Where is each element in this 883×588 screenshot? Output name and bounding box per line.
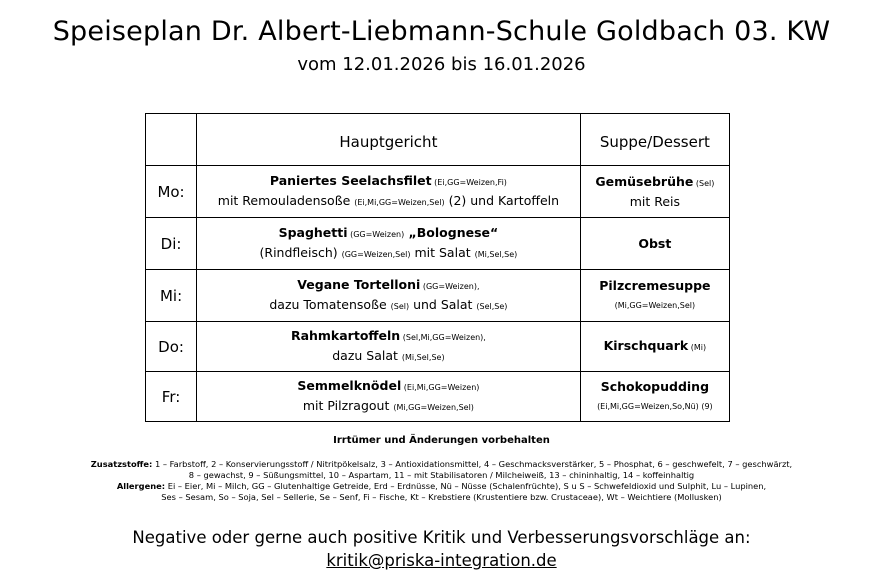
dish-text: mit Reis — [629, 193, 681, 209]
feedback-text: Negative oder gerne auch positive Kritik und Verbesserungsvorschläge an: — [132, 528, 751, 547]
menu-table — [145, 113, 730, 422]
dish-line — [197, 347, 580, 367]
dish-line — [197, 327, 580, 347]
allergen-codes: (Sel) — [390, 301, 410, 311]
allergens-line — [0, 481, 883, 492]
soup-dessert-cell — [580, 372, 729, 422]
allergen-codes: (Ei,Mi,GG=Weizen,So,Nü) (9) — [597, 401, 713, 411]
allergen-codes: (Mi) — [688, 342, 707, 352]
dish-name: Spaghetti — [278, 224, 348, 240]
table-row — [146, 166, 730, 218]
dish-name: Semmelknödel — [297, 377, 402, 393]
dish-name: Paniertes Seelachsfilet — [269, 172, 432, 188]
soup-dessert-cell — [580, 166, 729, 218]
dish-line — [581, 396, 729, 416]
allergen-codes: (Ei,Mi,GG=Weizen,Sel) — [354, 197, 445, 207]
allergen-codes: (Ei,Mi,GG=Weizen) — [401, 382, 480, 392]
allergen-codes: (GG=Weizen), — [420, 281, 480, 291]
dish-line — [197, 192, 580, 212]
dish-text: und Salat — [409, 296, 477, 312]
dish-line — [197, 244, 580, 264]
main-dish-cell — [197, 166, 581, 218]
dish-line — [197, 276, 580, 296]
allergen-codes: (Sel,Se) — [476, 301, 508, 311]
dish-name: Gemüsebrühe — [595, 173, 694, 189]
table-row — [146, 270, 730, 322]
additives-line-2: 8 – gewachst, 9 – Süßungsmittel, 10 – Aspartam, 11 – mit Stabilisatoren / Milcheiweiß, 13 – chininhaltig, 14 – koffeinhaltig — [188, 470, 695, 480]
allergen-codes: (GG=Weizen) — [347, 229, 405, 239]
soup-dessert-cell — [580, 322, 729, 372]
soup-dessert-cell — [580, 218, 729, 270]
soup-dessert-cell — [580, 270, 729, 322]
date-range: vom 12.01.2026 bis 16.01.2026 — [297, 54, 586, 75]
allergen-codes: (Mi,GG=Weizen,Sel) — [393, 402, 474, 412]
dish-line — [581, 378, 729, 396]
dish-line — [581, 277, 729, 295]
dish-name: Pilzcremesuppe — [599, 277, 711, 293]
main-dish-cell — [197, 218, 581, 270]
dish-name: Schokopudding — [600, 378, 710, 394]
dish-line — [197, 397, 580, 417]
allergens-text: Ei – Eier, Mi – Milch, GG – Glutenhaltige Getreide, Erd – Erdnüsse, Nü – Nüsse (Schalenfrüchte), S u S – Schwefeldioxid und Sulphit, Lu – Lupinen, — [165, 481, 767, 491]
day-label: Di: — [146, 218, 197, 270]
allergen-codes: (Mi,Sel,Se) — [474, 249, 518, 259]
main-dish-cell — [197, 322, 581, 372]
allergen-codes: (Ei,GG=Weizen,Fi) — [431, 177, 507, 187]
dish-text: dazu Tomatensoße — [269, 296, 391, 312]
dish-text: mit Pilzragout — [302, 397, 394, 413]
table-row — [146, 372, 730, 422]
dish-name: Obst — [638, 235, 672, 251]
header-day-cell — [146, 114, 197, 166]
header-soup-dessert: Suppe/Dessert — [580, 114, 729, 166]
day-label: Mo: — [146, 166, 197, 218]
dish-text: mit Salat — [410, 244, 475, 260]
allergen-codes: (Sel,Mi,GG=Weizen), — [400, 332, 486, 342]
main-dish-cell — [197, 270, 581, 322]
allergens-label: Allergene: — [116, 481, 166, 491]
header-main-course: Hauptgericht — [197, 114, 581, 166]
dish-text: mit Remouladensoße — [217, 192, 355, 208]
dish-line — [581, 295, 729, 315]
allergen-codes: (Mi,GG=Weizen,Sel) — [614, 300, 696, 310]
additives-text: 1 – Farbstoff, 2 – Konservierungsstoff / Nitritpökelsalz, 3 – Antioxidationsmittel, 4 – Geschmacksverstärker, 5 – Phosphat, 6 – geschwefelt, 7 – geschwärzt, — [152, 459, 793, 469]
dish-line — [581, 337, 729, 357]
dish-text: (2) und Kartoffeln — [444, 192, 560, 208]
feedback-email-link[interactable]: kritik@priska-integration.de — [326, 551, 557, 570]
additives-label: Zusatzstoffe: — [90, 459, 153, 469]
disclaimer: Irrtümer und Änderungen vorbehalten — [333, 435, 550, 446]
dish-line — [197, 172, 580, 192]
dish-line — [197, 296, 580, 316]
allergen-codes: (GG=Weizen,Sel) — [341, 249, 411, 259]
allergens-line-2: Ses – Sesam, So – Soja, Sel – Sellerie, Se – Senf, Fi – Fische, Kt – Krebstiere (Krustentiere bzw. Crustaceae), Wt – Weichtiere (Mollusken) — [161, 492, 722, 502]
allergen-codes: (Sel) — [693, 178, 715, 188]
dish-line — [581, 235, 729, 253]
dish-name: Vegane Tortelloni — [297, 276, 421, 292]
day-label: Fr: — [146, 372, 197, 422]
allergen-codes: (Mi,Sel,Se) — [401, 352, 445, 362]
dish-text: (Rindfleisch) — [259, 244, 342, 260]
dish-name: Kirschquark — [603, 337, 689, 353]
table-row — [146, 322, 730, 372]
page-title: Speiseplan Dr. Albert-Liebmann-Schule Goldbach 03. KW — [52, 16, 831, 47]
dish-line — [581, 193, 729, 211]
day-label: Do: — [146, 322, 197, 372]
additives-line — [0, 459, 883, 470]
dish-line — [197, 224, 580, 244]
dish-line — [581, 173, 729, 193]
dish-text: dazu Salat — [332, 347, 402, 363]
table-row — [146, 218, 730, 270]
table-header-row — [146, 114, 730, 166]
dish-line — [197, 377, 580, 397]
dish-name: „Bolognese“ — [404, 224, 499, 240]
day-label: Mi: — [146, 270, 197, 322]
main-dish-cell — [197, 372, 581, 422]
dish-name: Rahmkartoffeln — [290, 327, 401, 343]
